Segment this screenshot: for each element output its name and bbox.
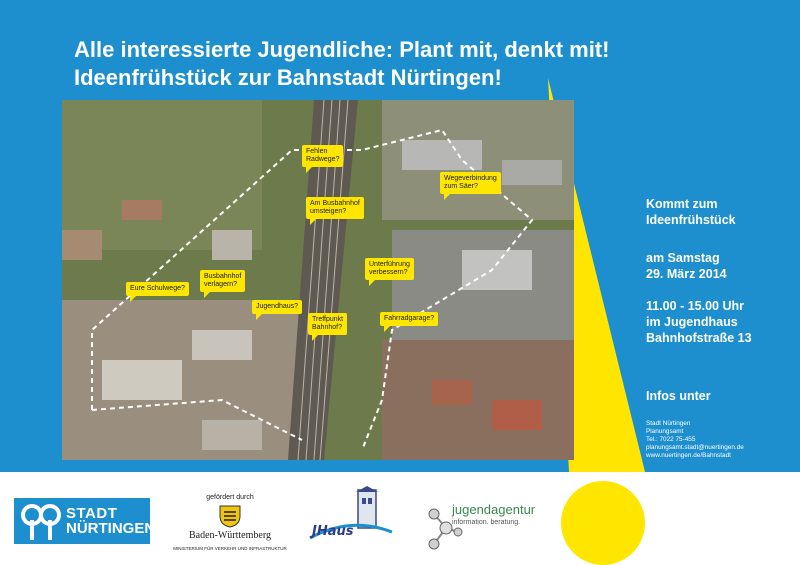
bubble-text: Wegeverbindung zum Säer? <box>444 175 497 190</box>
stadt-nuertingen-logo <box>14 498 156 544</box>
bubble-text: Jugendhaus? <box>256 303 299 310</box>
contact-email[interactable]: planungsamt.stadt@nuertingen.de <box>646 444 744 451</box>
bubble-fehlen-radwege <box>302 145 343 167</box>
jugendagentur-logo <box>424 492 564 552</box>
baden-wuerttemberg-logo <box>170 494 290 558</box>
headline <box>74 36 609 92</box>
stadt-emblem-icon <box>18 498 64 544</box>
contact-web[interactable]: www.nuertingen.de/Bahnstadt <box>646 452 731 459</box>
contact-tel: Tel.: 7022 75-455 <box>646 436 696 443</box>
jugendhaus-logo-icon <box>306 486 396 552</box>
contact-block <box>646 420 744 460</box>
bubble-busbahnhof-umsteigen <box>306 197 364 219</box>
contact-dept: Planungsamt <box>646 428 684 435</box>
jugendhaus-text: JHaus <box>312 524 354 539</box>
bw-ministry: MINISTERIUM FÜR VERKEHR UND INFRASTRUKTUR <box>173 546 287 551</box>
stadt-logo-line-2: NÜRTINGEN <box>66 520 156 537</box>
infos-heading <box>646 388 711 404</box>
jugendagentur-tagline: information. beratung. <box>452 519 521 526</box>
headline-line-1: Alle interessierte Jugendliche: Plant mit, denkt mit! <box>74 37 610 62</box>
bubble-treffpunkt <box>308 313 347 335</box>
contact-org: Stadt Nürtingen <box>646 420 691 427</box>
bubble-fahrradgarage <box>380 312 438 326</box>
bubble-jugendhaus <box>252 300 302 314</box>
date-block <box>646 250 727 282</box>
bubble-busbahnhof-verlagern <box>200 270 245 292</box>
place-line-2: Bahnhofstraße 13 <box>646 331 752 345</box>
infos-text: Infos unter <box>646 389 711 403</box>
bubble-text: Eure Schulwege? <box>130 285 185 292</box>
invite-block <box>646 196 736 228</box>
bw-gefoerdert: gefördert durch <box>206 494 254 501</box>
time-text: 11.00 - 15.00 Uhr <box>646 299 744 313</box>
stadt-logo-line-1: STADT <box>66 505 118 522</box>
bubble-text: Busbahnhof verlagern? <box>204 273 242 288</box>
bubble-wegeverbindung <box>440 172 501 194</box>
date-line-1: am Samstag <box>646 251 720 265</box>
invite-line-2: Ideenfrühstück <box>646 213 736 227</box>
invite-line-1: Kommt zum <box>646 197 718 211</box>
time-place-block <box>646 298 752 346</box>
bubble-text: Am Busbahnhof umsteigen? <box>310 200 360 215</box>
bubble-text: Fehlen Radwege? <box>306 148 340 163</box>
headline-line-2: Ideenfrühstück zur Bahnstadt Nürtingen! <box>74 65 502 90</box>
jugendhaus-logo <box>306 486 396 552</box>
jugendagentur-name: jugendagentur <box>452 502 536 517</box>
bubble-schulwege <box>126 282 189 296</box>
bw-name: Baden-Württemberg <box>188 530 271 541</box>
bubble-text: Unterführung verbessern? <box>369 261 410 276</box>
place-line-1: im Jugendhaus <box>646 315 738 329</box>
date-line-2: 29. März 2014 <box>646 267 727 281</box>
bubble-unterfuehrung <box>365 258 414 280</box>
bw-coat-of-arms-icon <box>217 504 243 528</box>
bubble-text: Fahrradgarage? <box>384 315 435 322</box>
bubble-text: Treffpunkt Bahnhof? <box>312 316 344 331</box>
yellow-circle <box>561 481 645 565</box>
yellow-sun-circle <box>561 481 645 565</box>
